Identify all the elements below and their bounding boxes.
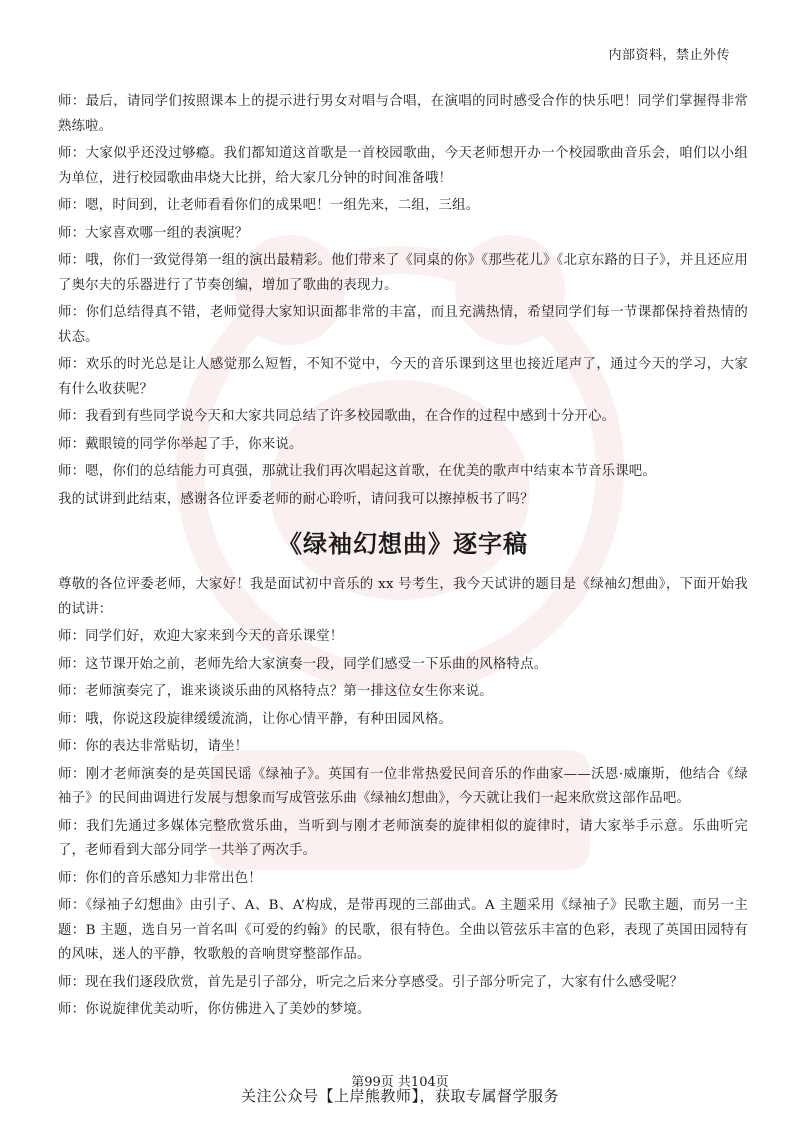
paragraph: 师：现在我们逐段欣赏，首先是引子部分，听完之后来分享感受。引子部分听完了，大家有什么感受呢？ [58, 974, 684, 990]
paragraph: 师：我看到有些同学说今天和大家共同总结了许多校园歌曲，在合作的过程中感到十分开心。 [58, 409, 616, 424]
paragraph: 师：哦，你说这段旋律缓缓流淌，让你心情平静，有种田园风格。 [58, 711, 453, 727]
paragraph: 师：你们的音乐感知力非常出色！ [58, 870, 262, 886]
paragraph: 师：老师演奏完了，谁来谈谈乐曲的风格特点？第一排这位女生你来说。 [58, 684, 493, 699]
document-body [58, 90, 748, 1026]
paragraph: 师：《绿袖子幻想曲》由引子、A、B、A’构成，是带再现的三部曲式。A 主题采用《绿袖子》民歌主题，而另一主题：B 主题，选自另一首名叫《可爱的约翰》的民歌，很有特色。全曲以管弦乐丰富的色彩，表现了英国田园特有的风味，迷人的平静，牧歌般的音响贯穿整部作品。 [58, 898, 748, 962]
paragraph: 师：欢乐的时光总是让人感觉那么短暂，不知不觉中，今天的音乐课到这里也接近尾声了，通过今天的学习，大家有什么收获呢？ [58, 357, 748, 397]
paragraph: 尊敬的各位评委老师，大家好！我是面试初中音乐的 xx 号考生，我今天试讲的题目是《绿袖幻想曲》，下面开始我的试讲： [58, 577, 748, 617]
page-number: 第99页 共104页 [351, 1075, 449, 1090]
paragraph: 师：你的表达非常贴切，请坐！ [58, 739, 249, 754]
paragraph: 师：最后，请同学们按照课本上的提示进行男女对唱与合唱，在演唱的同时感受合作的快乐吧！同学们掌握得非常熟练啦。 [58, 94, 748, 134]
paragraph: 师：戴眼镜的同学你举起了手，你来说。 [58, 436, 303, 452]
paragraph: 师：你们总结得真不错，老师觉得大家知识面都非常的丰富，而且充满热情，希望同学们每一节课都保持着热情的状态。 [58, 305, 748, 345]
paragraph: 师：大家似乎还没过够瘾。我们都知道这首歌是一首校园歌曲，今天老师想开办一个校园歌曲音乐会，咱们以小组为单位，进行校园歌曲串烧大比拼，给大家几分钟的时间准备哦！ [58, 146, 748, 186]
paragraph: 师：你说旋律优美动听，你仿佛进入了美妙的梦境。 [58, 1002, 371, 1017]
paragraph: 师：嗯，时间到，让老师看看你们的成果吧！一组先来，二组，三组。 [58, 198, 480, 213]
paragraph: 师：哦，你们一致觉得第一组的演出最精彩。他们带来了《同桌的你》《那些花儿》《北京东路的日子》，并且还应用了奥尔夫的乐器进行了节奏创编，增加了歌曲的表现力。 [58, 253, 748, 293]
paragraph: 师：同学们好，欢迎大家来到今天的音乐课堂！ [58, 629, 344, 644]
document-title: 《绿袖幻想曲》逐字稿 [278, 529, 528, 558]
paragraph: 师：这节课开始之前，老师先给大家演奏一段，同学们感受一下乐曲的风格特点。 [58, 656, 548, 672]
paragraph: 师：刚才老师演奏的是英国民谣《绿袖子》。英国有一位非常热爱民间音乐的作曲家——沃恩·威廉斯，他结合《绿袖子》的民间曲调进行发展与想象而写成管弦乐曲《绿袖幻想曲》，今天就让我们一起来欣赏这部作品吧。 [58, 766, 748, 806]
paragraph: 师：我们先通过多媒体完整欣赏乐曲，当听到与刚才老师演奏的旋律相似的旋律时，请大家举手示意。乐曲听完了，老师看到大部分同学一共举了两次手。 [58, 818, 748, 858]
paragraph: 师：大家喜欢哪一组的表演呢？ [58, 225, 249, 241]
paragraph: 师：嗯，你们的总结能力可真强，那就让我们再次唱起这首歌，在优美的歌声中结束本节音乐课吧。 [58, 464, 656, 479]
footer-promo: 关注公众号【上岸熊教师】，获取专属督学服务 [240, 1087, 559, 1105]
paragraph: 我的试讲到此结束，感谢各位评委老师的耐心聆听，请问我可以擦掉板书了吗？ [58, 491, 534, 507]
confidential-note: 内部资料，禁止外传 [608, 48, 730, 63]
